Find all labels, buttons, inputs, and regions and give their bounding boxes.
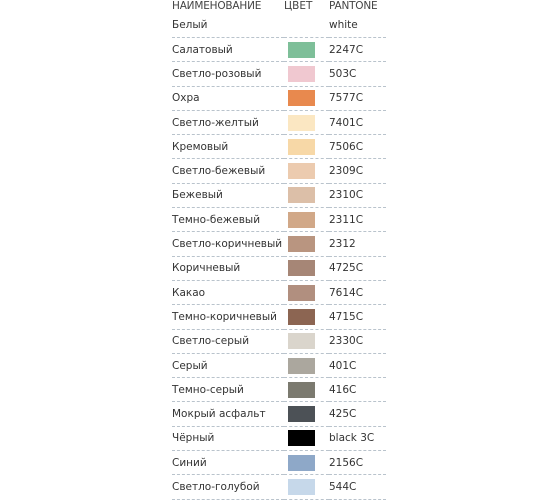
color-swatch: [288, 285, 315, 301]
color-swatch-cell: [284, 12, 329, 38]
color-name: Мокрый асфальт: [172, 402, 284, 426]
table-row: [172, 378, 386, 402]
color-swatch: [288, 260, 315, 276]
color-swatch-cell: [284, 62, 329, 86]
color-name: Темно-коричневый: [172, 305, 284, 329]
pantone-code: 7401C: [329, 110, 386, 134]
color-swatch-cell: [284, 305, 329, 329]
pantone-code: 425C: [329, 402, 386, 426]
header-name: НАИМЕНОВАНИЕ: [172, 0, 262, 12]
table-row: [172, 280, 386, 304]
color-name: Салатовый: [172, 38, 284, 62]
color-swatch-cell: [284, 475, 329, 499]
table-row: [172, 426, 386, 450]
color-swatch-cell: [284, 86, 329, 110]
color-swatch: [288, 309, 315, 325]
pantone-code: 2309C: [329, 159, 386, 183]
table-row: [172, 159, 386, 183]
color-name: Серый: [172, 353, 284, 377]
color-swatch: [288, 42, 315, 58]
color-swatch: [288, 236, 315, 252]
color-swatch-cell: [284, 183, 329, 207]
color-name: Светло-голубой: [172, 475, 284, 499]
pantone-code: 2156C: [329, 451, 386, 475]
table-row: [172, 232, 386, 256]
pantone-code: 7577C: [329, 86, 386, 110]
color-swatch: [288, 187, 315, 203]
color-swatch-cell: [284, 426, 329, 450]
color-name: Светло-желтый: [172, 110, 284, 134]
table-row: [172, 38, 386, 62]
color-swatch: [288, 406, 315, 422]
pantone-code: 503C: [329, 62, 386, 86]
color-name: Бежевый: [172, 183, 284, 207]
color-name: Охра: [172, 86, 284, 110]
color-swatch-cell: [284, 402, 329, 426]
color-name: Светло-коричневый: [172, 232, 284, 256]
header-color: ЦВЕТ: [284, 0, 313, 12]
pantone-code: 7506C: [329, 135, 386, 159]
pantone-code: 4715C: [329, 305, 386, 329]
color-swatch-cell: [284, 256, 329, 280]
pantone-color-table: [172, 0, 386, 500]
color-name: Коричневый: [172, 256, 284, 280]
color-swatch: [288, 430, 315, 446]
color-swatch: [288, 17, 315, 33]
table-row: [172, 135, 386, 159]
color-swatch-cell: [284, 329, 329, 353]
table-row: [172, 110, 386, 134]
table-row: [172, 451, 386, 475]
table-row: [172, 475, 386, 499]
color-swatch: [288, 479, 315, 495]
color-swatch: [288, 66, 315, 82]
color-swatch: [288, 358, 315, 374]
table-row: [172, 256, 386, 280]
color-swatch-cell: [284, 110, 329, 134]
color-swatch: [288, 115, 315, 131]
table-row: [172, 329, 386, 353]
pantone-code: 2247C: [329, 38, 386, 62]
color-swatch-cell: [284, 208, 329, 232]
table-header-row: [172, 0, 386, 12]
color-swatch: [288, 455, 315, 471]
header-pantone: PANTONE: [329, 0, 378, 12]
color-name: Белый: [172, 12, 284, 38]
color-name: Темно-серый: [172, 378, 284, 402]
color-name: Синий: [172, 451, 284, 475]
color-swatch: [288, 90, 315, 106]
color-swatch-cell: [284, 135, 329, 159]
color-swatch: [288, 139, 315, 155]
pantone-code: black 3C: [329, 426, 386, 450]
color-swatch-cell: [284, 280, 329, 304]
pantone-code: 2312: [329, 232, 386, 256]
color-name: Светло-серый: [172, 329, 284, 353]
color-name: Кремовый: [172, 135, 284, 159]
table-row: [172, 208, 386, 232]
pantone-code: 7614C: [329, 280, 386, 304]
table-row: [172, 402, 386, 426]
color-swatch-cell: [284, 353, 329, 377]
pantone-code: 2310C: [329, 183, 386, 207]
pantone-code: 401C: [329, 353, 386, 377]
pantone-code: 2311C: [329, 208, 386, 232]
pantone-code: 416C: [329, 378, 386, 402]
table-row: [172, 86, 386, 110]
color-swatch: [288, 212, 315, 228]
color-name: Темно-бежевый: [172, 208, 284, 232]
color-name: Светло-розовый: [172, 62, 284, 86]
table-row: [172, 353, 386, 377]
table-row: [172, 183, 386, 207]
color-swatch: [288, 333, 315, 349]
pantone-code: 2330C: [329, 329, 386, 353]
color-swatch-cell: [284, 451, 329, 475]
color-name: Чёрный: [172, 426, 284, 450]
pantone-code: white: [329, 12, 386, 38]
color-name: Светло-бежевый: [172, 159, 284, 183]
pantone-code: 4725C: [329, 256, 386, 280]
color-swatch-cell: [284, 38, 329, 62]
pantone-code: 544C: [329, 475, 386, 499]
color-name: Какао: [172, 280, 284, 304]
color-swatch-cell: [284, 159, 329, 183]
table-row: [172, 62, 386, 86]
color-swatch: [288, 382, 315, 398]
color-swatch-cell: [284, 378, 329, 402]
table-row: [172, 12, 386, 38]
table-row: [172, 305, 386, 329]
color-swatch: [288, 163, 315, 179]
color-swatch-cell: [284, 232, 329, 256]
